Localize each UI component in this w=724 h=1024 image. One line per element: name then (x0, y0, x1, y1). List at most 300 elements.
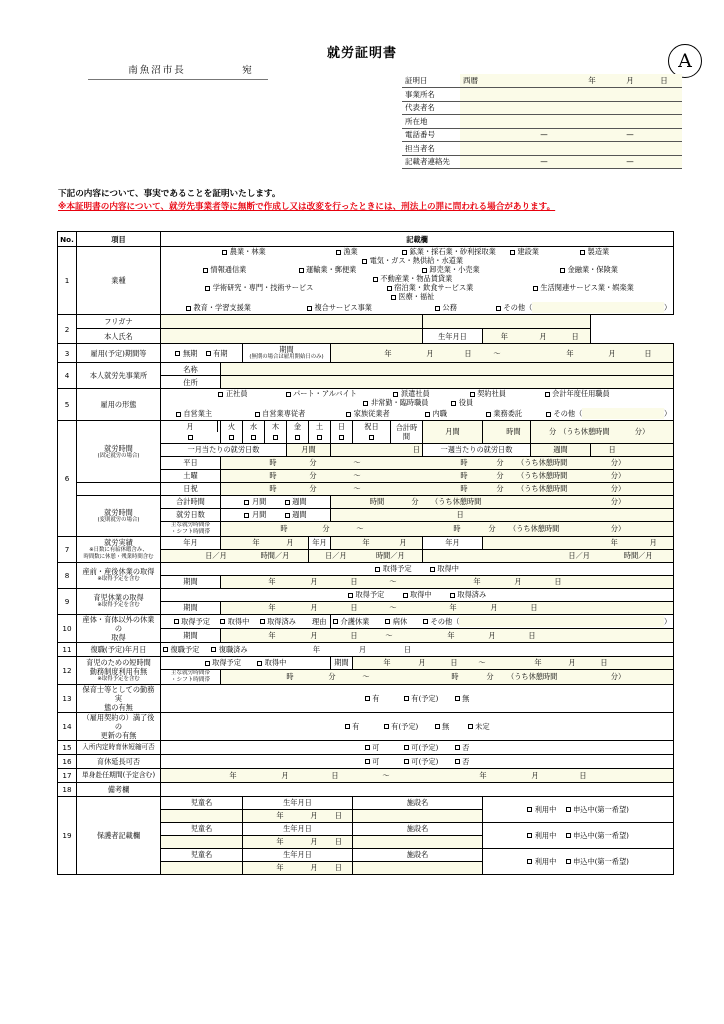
checkbox-icon[interactable] (391, 295, 396, 300)
checkbox-icon[interactable] (393, 392, 398, 397)
work-record-ym-input-1[interactable] (221, 536, 309, 549)
child-year-2: 年 (276, 837, 284, 846)
day-checkbox-sun[interactable] (331, 432, 353, 443)
row-label-contract-renewal: （雇用契約の）満了後の 更新の有無 (77, 712, 161, 740)
table-row-nursery-staff (58, 684, 674, 712)
employment-form-dispatch[interactable]: 派遣社員 (379, 389, 445, 398)
extend-option-possible[interactable]: 可 (365, 757, 380, 766)
shorttime-period-input[interactable] (353, 656, 674, 669)
variable-total-week-option[interactable]: 週間 (285, 497, 307, 506)
row-no-12: 12 (58, 656, 77, 684)
monthly-workdays-input[interactable] (331, 443, 423, 456)
shorttime-end-day: 日 (600, 658, 608, 667)
checkbox-icon[interactable] (422, 268, 427, 273)
industry-option-it[interactable]: 情報通信業 (177, 265, 272, 274)
checkbox-icon[interactable] (176, 412, 181, 417)
work-record-ym-input-3[interactable] (483, 536, 674, 549)
status-option-using-3[interactable]: 利用中 (527, 857, 556, 866)
employment-form-outsourcing[interactable]: 業務委託 (471, 409, 537, 418)
industry-option-construction[interactable]: 建設業 (499, 247, 549, 256)
row-no-15: 15 (58, 740, 77, 754)
return-year: 年 (312, 644, 321, 654)
weekly-workdays-label: 一週当たりの就労日数 (423, 443, 531, 456)
checkbox-icon[interactable] (273, 435, 278, 440)
work-record-values-1[interactable] (161, 549, 309, 562)
monthly-hours-input[interactable] (483, 421, 531, 444)
employment-form-other[interactable]: その他（ (546, 409, 582, 418)
checkbox-icon[interactable] (218, 392, 223, 397)
other-leave-reason-label: 理由 (309, 614, 331, 628)
work-record-ym-input-2[interactable] (331, 536, 423, 549)
childcare-option-current[interactable]: 取得中 (403, 590, 432, 599)
saturday-hours-input[interactable] (221, 469, 674, 482)
employment-form-line-2 (161, 407, 674, 421)
shorttime-shift-input[interactable] (221, 669, 674, 684)
checkbox-icon[interactable] (451, 401, 456, 406)
checkbox-icon[interactable] (244, 513, 249, 518)
checkbox-icon[interactable] (387, 286, 392, 291)
extend-option-planned[interactable]: 可(予定) (404, 757, 439, 766)
addressee-name: 南魚沼市長 (128, 65, 186, 76)
row-no-14: 14 (58, 712, 77, 740)
shorttime-start-month: 月 (418, 658, 426, 667)
child-name-input-1[interactable] (161, 809, 243, 822)
checkbox-icon[interactable] (566, 859, 571, 864)
reason-option-other[interactable]: その他（ (423, 617, 459, 626)
status-option-applying-1[interactable]: 申込中(第一希望) (566, 805, 629, 814)
reason-other-input[interactable] (459, 616, 664, 627)
period-end-day: 日 (644, 348, 652, 358)
hour-unit-label: 時間 (506, 427, 521, 437)
checkbox-icon[interactable] (206, 351, 211, 356)
employment-option-fixed[interactable]: 有期 (206, 349, 228, 358)
checkbox-icon[interactable] (174, 619, 179, 624)
industry-option-compound[interactable]: 複合サービス事業 (283, 303, 396, 312)
variable-total-month-option[interactable]: 月間 (244, 497, 266, 506)
solo-start-year: 年 (229, 770, 237, 780)
shorttime-option-planned[interactable]: 取得予定 (205, 658, 241, 667)
record-month-3: 月 (649, 538, 657, 547)
row-label-childcare-leave: 育児休業の取得 ※取得予定を含む (77, 588, 161, 614)
reason-option-sick[interactable]: 病休 (385, 617, 407, 626)
row-label-other-leave: 産体・育体以外の休業の 取得 (77, 614, 161, 642)
shorttime-start-day: 日 (450, 658, 458, 667)
solo-start-day: 日 (331, 770, 339, 780)
checkbox-icon[interactable] (362, 259, 367, 264)
employment-form-selfemployed-family[interactable]: 自営業専従者 (234, 409, 326, 418)
birth-date-input[interactable] (483, 329, 591, 344)
checkbox-icon[interactable] (317, 435, 322, 440)
solo-end-month: 月 (531, 770, 539, 780)
maternity-period-input[interactable] (221, 575, 674, 588)
checkbox-icon[interactable] (404, 759, 409, 764)
checkbox-icon[interactable] (220, 619, 225, 624)
checkbox-icon[interactable] (163, 647, 168, 652)
other-start-day: 日 (350, 630, 358, 640)
name-input[interactable] (161, 329, 423, 344)
checkbox-icon[interactable] (251, 435, 256, 440)
other-leave-option-completed[interactable]: 取得済み (260, 617, 296, 626)
day-checkbox-sat[interactable] (309, 432, 331, 443)
child-birth-input-1[interactable] (243, 809, 353, 822)
industry-option-public[interactable]: 公務 (405, 303, 487, 312)
employment-form-parttime[interactable]: パート・アルバイト (275, 389, 367, 398)
checkbox-icon[interactable] (375, 567, 380, 572)
shift-min-unit-1: 分 (322, 524, 330, 533)
child-name-label-3: 児童名 (161, 848, 243, 861)
weekday-hours-input[interactable] (221, 456, 674, 469)
checkbox-icon[interactable] (385, 619, 390, 624)
remarks-input[interactable] (161, 782, 674, 796)
status-option-using-1[interactable]: 利用中 (527, 805, 556, 814)
childcare-leave-options (161, 588, 674, 601)
maternity-end-month: 月 (514, 577, 522, 586)
industry-other-input[interactable] (532, 302, 664, 313)
checkbox-icon[interactable] (365, 759, 370, 764)
checkbox-icon[interactable] (333, 619, 338, 624)
shorten-option-possible[interactable]: 可 (365, 743, 380, 752)
other-leave-option-planned[interactable]: 取得予定 (174, 617, 210, 626)
shorttime-end-month: 月 (568, 658, 576, 667)
facility-input-1[interactable] (353, 809, 483, 822)
checkbox-icon[interactable] (363, 401, 368, 406)
checkbox-icon[interactable] (566, 833, 571, 838)
checkbox-icon[interactable] (533, 286, 538, 291)
maternity-option-current[interactable]: 取得中 (430, 564, 459, 573)
shift-break-label: （うち休憩時間 (509, 524, 560, 533)
nursery-staff-options (161, 684, 674, 712)
checkbox-icon[interactable] (285, 513, 290, 518)
total-hours-label: 合計時間 (391, 421, 423, 444)
checkbox-icon[interactable] (307, 306, 312, 311)
child-birth-input-3[interactable] (243, 861, 353, 874)
childcare-option-completed[interactable]: 取得済み (450, 590, 486, 599)
industry-option-manufacturing[interactable]: 製造業 (561, 247, 629, 256)
checkbox-icon[interactable] (255, 412, 260, 417)
day-checkbox-mon[interactable] (161, 432, 221, 443)
shift-time-unit-1: 時 (280, 524, 288, 533)
record-month-1: 月 (286, 538, 294, 547)
day-checkbox-wed[interactable] (243, 432, 265, 443)
furigana-right-input[interactable] (423, 315, 591, 329)
status-option-using-2[interactable]: 利用中 (527, 831, 556, 840)
table-row-leave-shorten (58, 740, 674, 754)
contact-person-field[interactable] (460, 142, 682, 156)
representative-field[interactable] (460, 101, 682, 115)
checkbox-icon[interactable] (496, 306, 501, 311)
weekly-workdays-input[interactable] (591, 443, 674, 456)
table-row-address (402, 115, 682, 129)
break-close-saturday: 分） (610, 471, 626, 480)
employment-option-indefinite[interactable]: 無期 (175, 349, 197, 358)
checkbox-icon[interactable] (336, 250, 341, 255)
work-record-values-2[interactable] (309, 549, 423, 562)
child-birth-label-3: 生年月日 (243, 848, 353, 861)
child-name-input-2[interactable] (161, 835, 243, 848)
row-label-work-record: 就労実績 ※日数に有給休暇含み、 時間数に休憩・残業時間含む (77, 536, 161, 562)
office-name-field[interactable] (460, 88, 682, 102)
tilde-3: ～ (353, 484, 361, 493)
certify-date-field[interactable] (460, 74, 682, 88)
day-checkbox-thu[interactable] (265, 432, 287, 443)
industry-option-transport[interactable]: 運輸業・郵便業 (283, 265, 371, 274)
industry-option-agriculture[interactable]: 農業・林業 (196, 247, 291, 256)
address-field[interactable] (460, 115, 682, 129)
variable-break-close: 分） (610, 497, 626, 506)
shorten-option-no[interactable]: 否 (455, 743, 470, 752)
table-row-return-to-work (58, 642, 674, 656)
checkbox-icon[interactable] (365, 696, 370, 701)
industry-option-finance[interactable]: 金融業・保険業 (530, 265, 648, 274)
child-birth-label-2: 生年月日 (243, 822, 353, 835)
period-range-input[interactable] (331, 344, 674, 363)
checkbox-icon[interactable] (510, 250, 515, 255)
break-close-sunholiday: 分） (610, 484, 626, 493)
day-unit-label-2: 日 (608, 445, 616, 454)
checkbox-icon[interactable] (468, 724, 473, 729)
checkbox-icon[interactable] (423, 619, 428, 624)
table-row-shorttime-work (58, 656, 674, 669)
row-label-representative: 代表者名 (402, 101, 460, 115)
other-leave-period-input[interactable] (221, 628, 674, 642)
phone-field[interactable] (460, 128, 682, 142)
birth-month-mark: 月 (539, 331, 547, 341)
period-note: (無期の場合は雇用開始日のみ) (249, 354, 324, 361)
checkbox-icon[interactable] (348, 593, 353, 598)
record-year-3: 年 (610, 538, 618, 547)
checkbox-icon[interactable] (404, 745, 409, 750)
writer-contact-field[interactable] (460, 155, 682, 169)
nursery-option-planned[interactable]: 有(予定) (404, 694, 439, 703)
industry-option-medical[interactable]: 医療・福祉 (391, 292, 434, 301)
checkbox-icon[interactable] (545, 392, 550, 397)
shorttime-end-year: 年 (534, 658, 542, 667)
employment-form-fiscal-year[interactable]: 会計年度任用職員 (531, 389, 623, 398)
childcare-period-input[interactable] (221, 601, 674, 614)
checkbox-icon[interactable] (527, 833, 532, 838)
shorttime-break-close: 分） (610, 672, 626, 681)
checkbox-icon[interactable] (299, 268, 304, 273)
child-birth-input-2[interactable] (243, 835, 353, 848)
nursery-option-no[interactable]: 無 (455, 694, 470, 703)
row-label-maternity-leave: 産前・産後休業の取得 ※取得予定を含む (77, 562, 161, 588)
table-header-row (58, 232, 674, 247)
checkbox-icon[interactable] (260, 619, 265, 624)
checkbox-icon[interactable] (527, 859, 532, 864)
checkbox-icon[interactable] (486, 412, 491, 417)
status-option-applying-3[interactable]: 申込中(第一希望) (566, 857, 629, 866)
checkbox-icon[interactable] (425, 412, 430, 417)
child-month-2: 月 (310, 837, 318, 846)
maternity-option-planned[interactable]: 取得予定 (375, 564, 411, 573)
furigana-input[interactable] (161, 315, 423, 329)
break-time-label: （うち休憩時間 (559, 427, 610, 437)
employment-form-other-input[interactable] (582, 408, 664, 419)
industry-option-hospitality[interactable]: 宿泊業・飲食サービス業 (362, 283, 498, 292)
checkbox-icon[interactable] (384, 724, 389, 729)
industry-option-lifestyle[interactable]: 生活関連サービス業・娯楽業 (509, 283, 657, 292)
renewal-option-undecided[interactable]: 未定 (468, 722, 490, 731)
period-tilde: ～ (493, 348, 501, 358)
return-to-work-content (161, 642, 674, 656)
variable-day-unit: 日 (456, 510, 464, 519)
child-month-3: 月 (310, 863, 318, 872)
return-option-completed[interactable]: 復職済み (211, 645, 247, 654)
shorttime-shift-tilde: ～ (362, 672, 370, 681)
industry-option-utilities[interactable]: 電気・ガス・熱供給・水道業 (362, 256, 463, 265)
checkbox-icon[interactable] (580, 250, 585, 255)
renewal-option-yes[interactable]: 有 (345, 722, 360, 731)
employment-form-fulltime[interactable]: 正社員 (202, 389, 264, 398)
checkbox-icon[interactable] (435, 306, 440, 311)
day-checkbox-fri[interactable] (287, 432, 309, 443)
industry-option-education[interactable]: 教育・学習支援業 (163, 303, 274, 312)
childcare-start-day: 日 (350, 603, 358, 612)
table-row-contact-person (402, 142, 682, 156)
checkbox-icon[interactable] (365, 745, 370, 750)
extend-option-no[interactable]: 否 (455, 757, 470, 766)
checkbox-icon[interactable] (346, 412, 351, 417)
employment-form-family-worker[interactable]: 家族従業者 (335, 409, 401, 418)
workplace-name-input[interactable] (221, 363, 674, 376)
work-record-values-3[interactable] (423, 549, 674, 562)
checkbox-icon[interactable] (560, 268, 565, 273)
break-close-weekday: 分） (610, 458, 626, 467)
checkbox-icon[interactable] (455, 745, 460, 750)
shorten-option-planned[interactable]: 可(予定) (404, 743, 439, 752)
employment-form-officer[interactable]: 役員 (451, 398, 473, 407)
shorttime-start-year: 年 (383, 658, 391, 667)
checkbox-icon[interactable] (205, 286, 210, 291)
row-no-8: 8 (58, 562, 77, 588)
solo-assignment-input[interactable] (161, 768, 674, 782)
childcare-start-year: 年 (268, 603, 276, 612)
checkbox-icon[interactable] (435, 724, 440, 729)
weekday-label: 平日 (161, 456, 221, 469)
checkbox-icon[interactable] (455, 696, 460, 701)
form-main-table (57, 231, 674, 875)
child-name-input-3[interactable] (161, 861, 243, 874)
checkbox-icon[interactable] (546, 412, 551, 417)
row-label-office-name: 事業所名 (402, 88, 460, 102)
checkbox-icon[interactable] (186, 306, 191, 311)
time-unit-1: 時 (269, 458, 277, 467)
industry-option-other[interactable]: その他（ (496, 303, 532, 312)
guardian-status-1 (483, 796, 674, 822)
child-day-2: 日 (334, 837, 342, 846)
childcare-option-planned[interactable]: 取得予定 (348, 590, 384, 599)
days-per-month-1: 日／月 (205, 551, 227, 560)
checkbox-icon[interactable] (345, 724, 350, 729)
sunholiday-hours-input[interactable] (221, 482, 674, 495)
child-name-label-1: 児童名 (161, 796, 243, 809)
checkbox-icon[interactable] (229, 435, 234, 440)
status-option-applying-2[interactable]: 申込中(第一希望) (566, 831, 629, 840)
hours-per-month-3: 時間／月 (623, 551, 653, 560)
checkbox-icon[interactable] (470, 392, 475, 397)
checkbox-icon[interactable] (373, 277, 378, 282)
industry-option-wholesale[interactable]: 卸売業・小売業 (383, 265, 519, 274)
industry-option-fishery[interactable]: 漁業 (303, 247, 391, 256)
renewal-option-planned[interactable]: 有(予定) (384, 722, 419, 731)
renewal-option-no[interactable]: 無 (435, 722, 450, 731)
checkbox-icon[interactable] (402, 250, 407, 255)
checkbox-icon[interactable] (339, 435, 344, 440)
industry-option-research[interactable]: 学術研究・専門・技術サービス (168, 283, 351, 292)
checkbox-icon[interactable] (295, 435, 300, 440)
checkbox-icon[interactable] (369, 435, 374, 440)
employment-form-contract[interactable]: 契約社員 (456, 389, 520, 398)
checkbox-icon[interactable] (205, 661, 210, 666)
employment-form-homework[interactable]: 内職 (410, 409, 462, 418)
checkbox-icon[interactable] (404, 696, 409, 701)
employment-form-temporary[interactable]: 非常勤・臨時職員 (352, 398, 440, 407)
min-unit-4: 分 (496, 471, 504, 480)
checkbox-icon[interactable] (450, 593, 455, 598)
facility-input-2[interactable] (353, 835, 483, 848)
checkbox-icon[interactable] (257, 661, 262, 666)
industry-options-line-1 (161, 247, 674, 266)
table-row-employment-form (58, 389, 674, 408)
variable-shift-input[interactable] (221, 521, 674, 536)
reason-option-nursing[interactable]: 介護休業 (333, 617, 369, 626)
industry-option-realestate[interactable]: 不動産業・物品賃貸業 (373, 274, 452, 283)
checkbox-icon[interactable] (244, 500, 249, 505)
day-checkbox-tue[interactable] (221, 432, 243, 443)
checkbox-icon[interactable] (566, 807, 571, 812)
period-start-month: 月 (426, 348, 434, 358)
facility-input-3[interactable] (353, 861, 483, 874)
day-header-fri: 金 (287, 421, 309, 433)
monthly-workdays-period: 月間 (287, 443, 331, 456)
table-row-contract-renewal (58, 712, 674, 740)
other-leave-option-current[interactable]: 取得中 (220, 617, 249, 626)
table-row-childcare-leave (58, 588, 674, 601)
employment-form-selfemployed[interactable]: 自営業主 (163, 409, 225, 418)
checkbox-icon[interactable] (455, 759, 460, 764)
monthly-break-input[interactable] (531, 421, 674, 444)
checkbox-icon[interactable] (222, 250, 227, 255)
nursery-option-yes[interactable]: 有 (365, 694, 380, 703)
industry-option-mining[interactable]: 鉱業・採石業・砂利採取業 (402, 247, 488, 256)
checkbox-icon[interactable] (188, 435, 193, 440)
time-unit-3: 時 (269, 471, 277, 480)
childcare-end-day: 日 (530, 603, 538, 612)
variable-workdays-input[interactable] (331, 508, 674, 521)
checkbox-icon[interactable] (430, 567, 435, 572)
variable-total-input[interactable] (331, 495, 674, 508)
checkbox-icon[interactable] (211, 647, 216, 652)
return-option-planned[interactable]: 復職予定 (163, 645, 199, 654)
workplace-address-input[interactable] (221, 376, 674, 389)
row-label-solo-assignment: 単身赴任期間(予定含む) (77, 768, 161, 782)
variable-workdays-month-option[interactable]: 月間 (244, 510, 266, 519)
variable-workdays-week-option[interactable]: 週間 (285, 510, 307, 519)
checkbox-icon[interactable] (527, 807, 532, 812)
day-checkbox-holiday[interactable] (353, 432, 391, 443)
checkbox-icon[interactable] (403, 593, 408, 598)
checkbox-icon[interactable] (285, 500, 290, 505)
maternity-end-day: 日 (554, 577, 562, 586)
col-header-item: 項目 (77, 232, 161, 247)
checkbox-icon[interactable] (286, 392, 291, 397)
checkbox-icon[interactable] (175, 351, 180, 356)
shorttime-option-current[interactable]: 取得中 (257, 658, 286, 667)
childcare-end-month: 月 (490, 603, 498, 612)
checkbox-icon[interactable] (203, 268, 208, 273)
shorttime-break-label: （うち休憩時間 (507, 672, 558, 681)
maternity-period-label: 期間 (161, 575, 221, 588)
